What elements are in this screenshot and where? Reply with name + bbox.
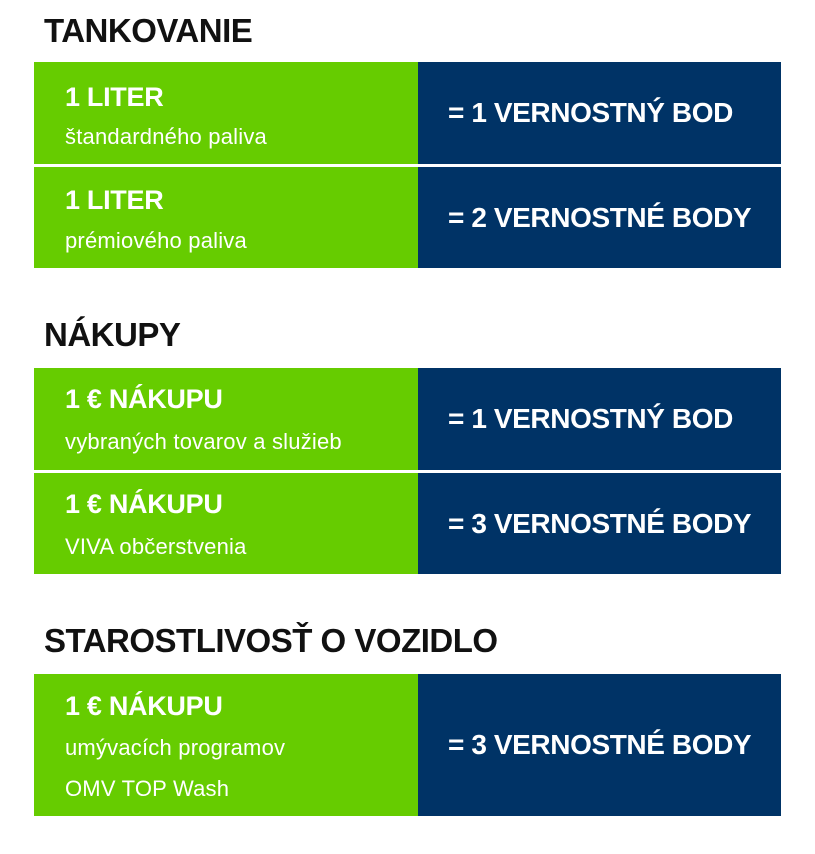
rate-amount: 1 LITER (65, 82, 164, 112)
rate-right-cell (418, 473, 781, 574)
rate-amount: 1 LITER (65, 185, 164, 215)
rate-right-cell (418, 674, 781, 816)
section-title-nakupy: NÁKUPY (44, 316, 181, 353)
rate-left-cell (34, 167, 418, 268)
rate-left-cell (34, 62, 418, 164)
rate-row (34, 62, 781, 164)
section-title-tankovanie: TANKOVANIE (44, 12, 253, 49)
rate-row (34, 674, 781, 816)
rate-points: = 1 VERNOSTNÝ BOD (448, 403, 733, 434)
section-title-starostlivost: STAROSTLIVOSŤ O VOZIDLO (44, 622, 498, 659)
rate-left-cell (34, 473, 418, 574)
rate-points: = 3 VERNOSTNÉ BODY (448, 507, 752, 539)
rate-amount: 1 € NÁKUPU (65, 691, 223, 721)
rate-amount: 1 € NÁKUPU (65, 384, 223, 414)
rate-description: vybraných tovarov a služieb (65, 429, 342, 454)
rate-description: OMV TOP Wash (65, 776, 230, 801)
rate-description: VIVA občerstvenia (65, 534, 247, 559)
rate-right-cell (418, 167, 781, 268)
rate-row (34, 167, 781, 268)
rate-description: štandardného paliva (65, 124, 267, 149)
rate-points: = 1 VERNOSTNÝ BOD (448, 97, 733, 128)
rate-right-cell (418, 368, 781, 470)
rate-left-cell (34, 368, 418, 470)
rate-points: = 2 VERNOSTNÉ BODY (448, 201, 752, 233)
rate-right-cell (418, 62, 781, 164)
rate-row (34, 368, 781, 470)
rate-amount: 1 € NÁKUPU (65, 489, 223, 519)
rate-points: = 3 VERNOSTNÉ BODY (448, 729, 752, 760)
rate-row (34, 473, 781, 574)
rate-left-cell (34, 674, 418, 816)
rate-description: umývacích programov (65, 735, 286, 760)
rate-description: prémiového paliva (65, 228, 247, 253)
